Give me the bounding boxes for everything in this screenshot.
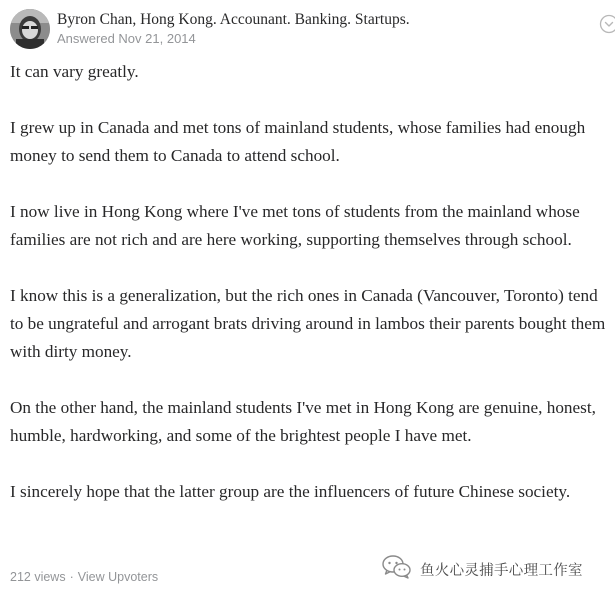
watermark-text: 鱼火心灵捕手心理工作室 bbox=[420, 562, 583, 579]
wechat-logo-icon bbox=[382, 554, 412, 585]
view-upvoters-link[interactable]: View Upvoters bbox=[77, 570, 159, 584]
watermark bbox=[382, 554, 583, 584]
author-name[interactable]: Byron Chan bbox=[57, 11, 133, 28]
footer-separator: · bbox=[69, 570, 74, 584]
view-count: 212 views bbox=[10, 570, 66, 584]
author-credential: , Hong Kong. Accounant. Banking. Startups. bbox=[132, 11, 410, 28]
answer-paragraph: I now live in Hong Kong where I've met tons of students from the mainland whose families are not rich and are here working, supporting themselves through school. bbox=[10, 202, 580, 249]
answer-paragraph: I grew up in Canada and met tons of mainland students, whose families had enough money to send them to Canada to attend school. bbox=[10, 118, 586, 165]
answer-paragraph: It can vary greatly. bbox=[10, 62, 139, 81]
avatar-photo bbox=[10, 9, 50, 49]
answer-footer bbox=[10, 569, 158, 585]
answered-date[interactable]: Answered Nov 21, 2014 bbox=[57, 31, 196, 46]
answer-paragraph: I know this is a generalization, but the rich ones in Canada (Vancouver, Toronto) tend to be ungrateful and arrogant brats driving around in lambos their parents bought them with dirty money. bbox=[10, 286, 606, 361]
avatar[interactable] bbox=[10, 9, 50, 49]
answer-body bbox=[10, 58, 610, 534]
chevron-circle-icon[interactable] bbox=[598, 13, 615, 35]
author-line bbox=[57, 10, 410, 30]
answer-paragraph: On the other hand, the mainland students I've met in Hong Kong are genuine, honest, humble, hardworking, and some of the brightest people I have met. bbox=[10, 398, 596, 445]
answer-header bbox=[10, 5, 610, 51]
answer-paragraph: I sincerely hope that the latter group are the influencers of future Chinese society. bbox=[10, 482, 571, 501]
